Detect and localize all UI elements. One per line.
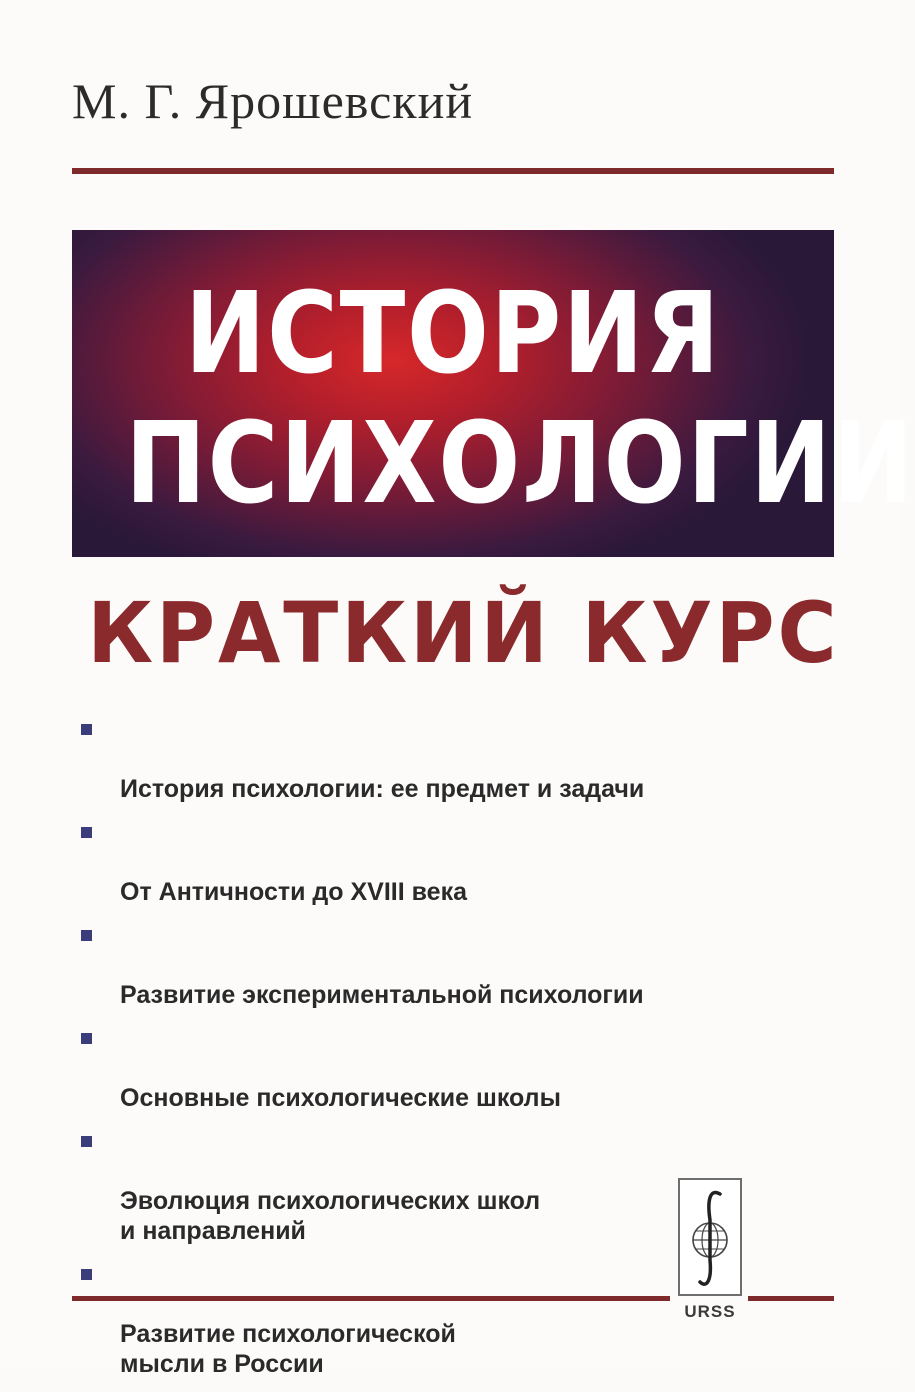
square-bullet-icon <box>81 827 92 838</box>
topic-item <box>80 920 780 1010</box>
title-line-1: ИСТОРИЯ <box>184 269 722 399</box>
square-bullet-icon <box>81 1269 92 1280</box>
topic-item <box>80 1126 780 1246</box>
topic-item <box>80 817 780 907</box>
publisher-logo <box>678 1178 742 1328</box>
topic-text: Эволюция психологических школ и направлений <box>120 1187 541 1245</box>
topic-text: От Античности до XVIII века <box>120 878 467 906</box>
title-banner <box>72 230 915 557</box>
logo-frame <box>678 1178 742 1296</box>
publisher-name: URSS <box>684 1302 736 1321</box>
title-line-2: ПСИХОЛОГИИ <box>125 399 915 529</box>
topic-text: Развитие экспериментальной психологии <box>120 981 644 1009</box>
author-name: М. Г. Ярошевский <box>72 73 474 129</box>
top-divider <box>72 168 834 174</box>
bottom-divider-left <box>72 1296 670 1301</box>
square-bullet-icon <box>81 724 92 735</box>
topics-list <box>80 714 780 1392</box>
subtitle: КРАТКИЙ КУРС <box>87 584 840 682</box>
bottom-divider-right <box>748 1296 834 1301</box>
square-bullet-icon <box>81 1033 92 1044</box>
topic-text: История психологии: ее предмет и задачи <box>120 775 645 803</box>
square-bullet-icon <box>81 930 92 941</box>
topic-item <box>80 1023 780 1113</box>
topic-item <box>80 714 780 804</box>
square-bullet-icon <box>81 1136 92 1147</box>
topic-text: Развитие психологической мысли в России <box>120 1320 456 1378</box>
integral-globe-logo-icon <box>680 1180 740 1294</box>
topic-item <box>80 1259 780 1379</box>
topic-text: Основные психологические школы <box>120 1084 561 1112</box>
